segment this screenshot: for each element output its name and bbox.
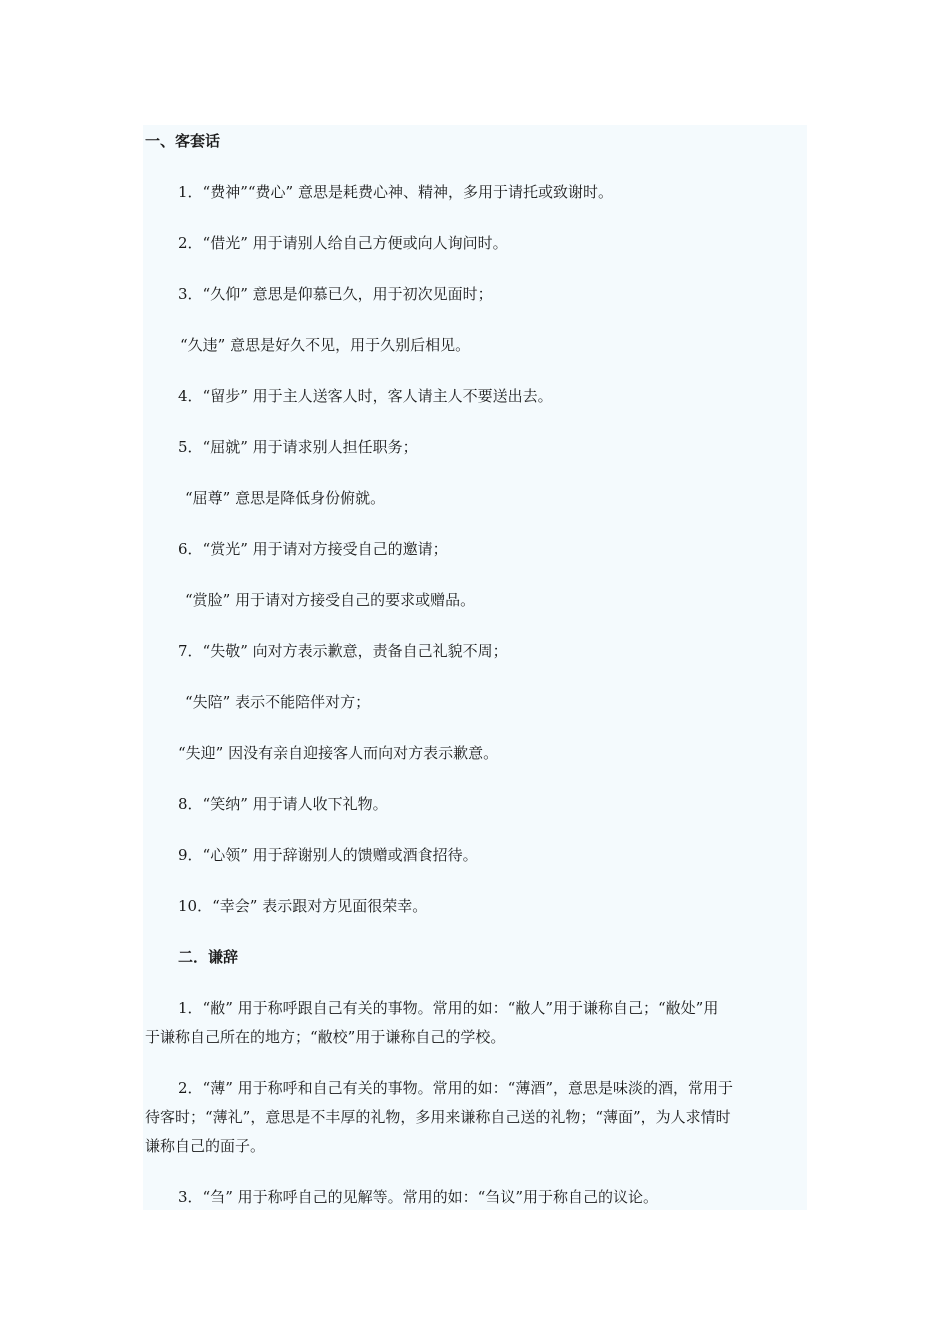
section-1-title: 一、客套话 xyxy=(145,132,221,150)
paragraph-line: 2．“薄” 用于称呼和自己有关的事物。常用的如：“薄酒”，意思是味淡的酒，常用于 xyxy=(178,1079,733,1097)
list-item: 10．“幸会” 表示跟对方见面很荣幸。 xyxy=(178,897,428,915)
list-item: 9．“心领” 用于辞谢别人的馈赠或酒食招待。 xyxy=(178,846,478,864)
paragraph-line: 于谦称自己所在的地方；“敝校”用于谦称自己的学校。 xyxy=(145,1028,506,1046)
list-item: 1．“费神”“费心” 意思是耗费心神、精神，多用于请托或致谢时。 xyxy=(178,183,613,201)
list-item: 3．“久仰” 意思是仰慕已久，用于初次见面时； xyxy=(178,285,493,303)
list-item: “久违” 意思是好久不见，用于久别后相见。 xyxy=(180,336,471,354)
list-item: 8．“笑纳” 用于请人收下礼物。 xyxy=(178,795,388,813)
list-item: “失陪” 表示不能陪伴对方； xyxy=(185,693,371,711)
list-item: 4．“留步” 用于主人送客人时，客人请主人不要送出去。 xyxy=(178,387,553,405)
paragraph-line: 谦称自己的面子。 xyxy=(145,1137,266,1155)
list-item: 2．“借光” 用于请别人给自己方便或向人询问时。 xyxy=(178,234,508,252)
list-item: “赏脸” 用于请对方接受自己的要求或赠品。 xyxy=(185,591,476,609)
list-item: “屈尊” 意思是降低身份俯就。 xyxy=(185,489,386,507)
list-item: “失迎” 因没有亲自迎接客人而向对方表示歉意。 xyxy=(178,744,499,762)
paragraph-line: 待客时；“薄礼”，意思是不丰厚的礼物，多用来谦称自己送的礼物；“薄面”，为人求情时 xyxy=(145,1108,731,1126)
section-2-title: 二．谦辞 xyxy=(178,948,239,966)
list-item: 6．“赏光” 用于请对方接受自己的邀请； xyxy=(178,540,448,558)
paragraph-line: 1．“敝” 用于称呼跟自己有关的事物。常用的如：“敝人”用于谦称自己；“敝处”用 xyxy=(178,999,719,1017)
list-item: 7．“失敬” 向对方表示歉意，责备自己礼貌不周； xyxy=(178,642,508,660)
paragraph-line: 3．“刍” 用于称呼自己的见解等。常用的如：“刍议”用于称自己的议论。 xyxy=(178,1188,658,1206)
list-item: 5．“屈就” 用于请求别人担任职务； xyxy=(178,438,418,456)
